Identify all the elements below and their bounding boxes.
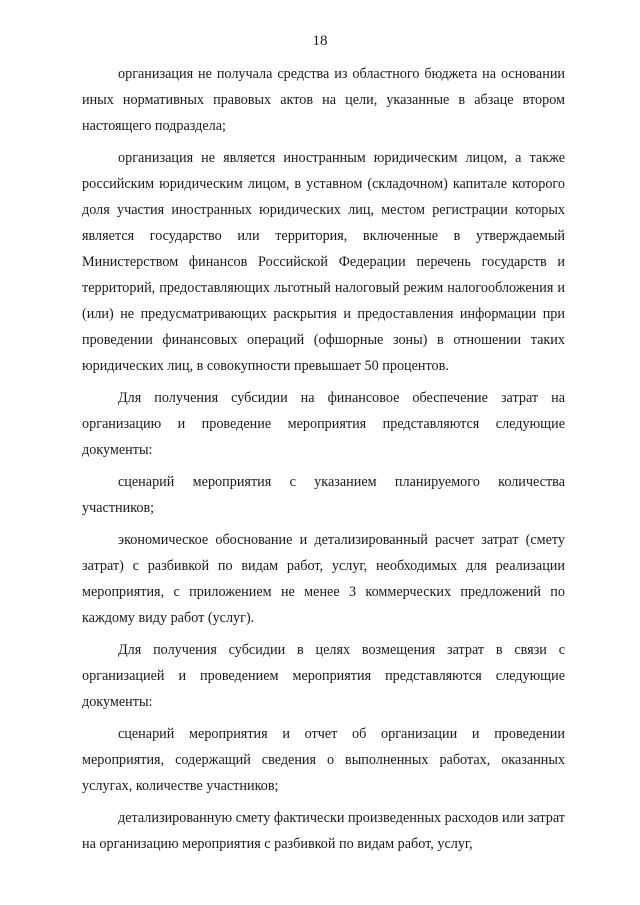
paragraph-reimbursement-docs: Для получения субсидии в целях возмещения затрат в связи с организацией и проведением мероприятия представляются следующие документы:	[82, 642, 565, 710]
paragraph-cost-estimate: экономическое обоснование и детализированный расчет затрат (смету затрат) с разбивкой по видам работ, услуг, необходимых для реализации мероприятия, с приложением не менее 3 коммерческих предложений по каждому виду работ (услуг).	[82, 532, 565, 626]
paragraph-offshore-funding: организация не получала средства из областного бюджета на основании иных нормативных правовых актов на цели, указанные в абзаце втором настоящего подраздела;	[82, 66, 565, 134]
paragraph-foreign-entity: организация не является иностранным юридическим лицом, а также российским юридическим лицом, в уставном (складочном) капитале которого доля участия иностранных юридических лиц, местом регистрации которых является государство или территория, включенные в утверждаемый Министерством финансов Российской Федерации перечень государств и территорий, предоставляющих льготный налоговый режим налогообложения и (или) не предусматривающих раскрытия и предоставления информации при проведении финансовых операций (офшорные зоны) в отношении таких юридических лиц, в совокупности превышает 50 процентов.	[82, 150, 565, 374]
page-number: 18	[312, 33, 328, 49]
document-body	[82, 61, 565, 863]
paragraph-financial-support-docs: Для получения субсидии на финансовое обеспечение затрат на организацию и проведение мероприятия представляются следующие документы:	[82, 390, 565, 458]
paragraph-event-report: сценарий мероприятия и отчет об организации и проведении мероприятия, содержащий сведения о выполненных работах, оказанных услугах, количестве участников;	[82, 726, 565, 794]
paragraph-event-scenario: сценарий мероприятия с указанием планируемого количества участников;	[82, 474, 565, 516]
paragraph-actual-expenses: детализированную смету фактически произведенных расходов или затрат на организацию мероприятия с разбивкой по видам работ, услуг,	[82, 810, 565, 852]
